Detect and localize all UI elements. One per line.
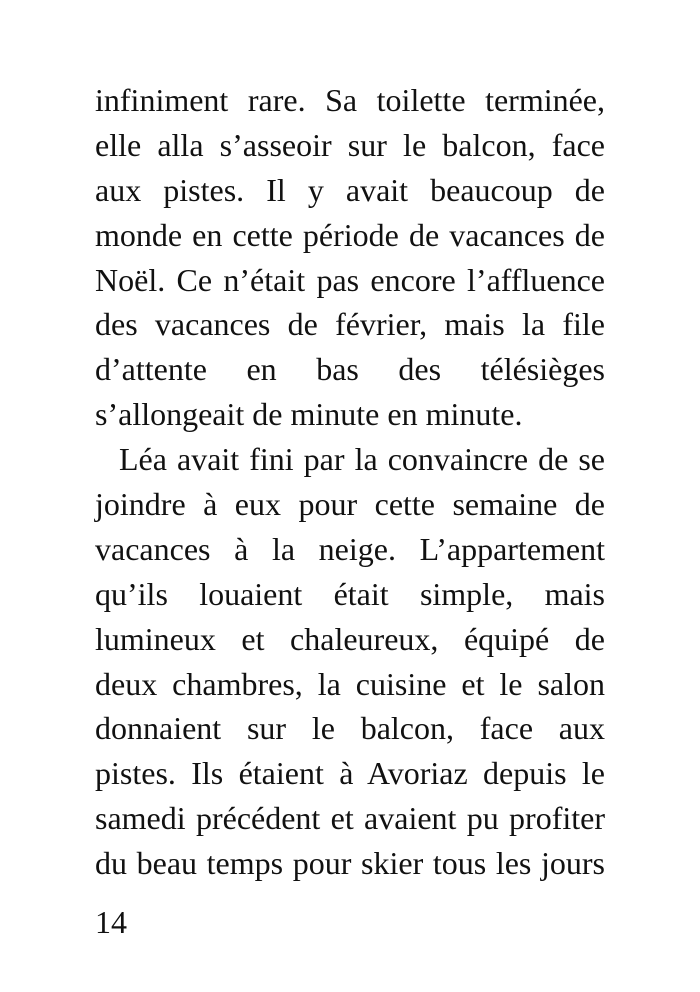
body-text: [95, 78, 605, 886]
text-line: d’attente en bas des télésièges: [95, 351, 605, 388]
text-line: joindre à eux pour cette semaine de: [95, 486, 605, 523]
text-line: qu’ils louaient était simple, mais: [95, 575, 605, 612]
text-line: Léa avait fini par la convaincre de se: [119, 441, 605, 478]
text-line: infiniment rare. Sa toilette terminée,: [95, 82, 605, 118]
text-line: des vacances de février, mais la file: [95, 306, 605, 343]
text-line: donnaient sur le balcon, face aux: [95, 710, 605, 747]
text-line: samedi précédent et avaient pu profiter: [95, 800, 605, 837]
text-line: monde en cette période de vacances de: [95, 216, 605, 253]
page-number: 14: [95, 904, 127, 940]
text-line: du beau temps pour skier tous les jours: [95, 845, 605, 882]
text-line: s’allongeait de minute en minute.: [95, 396, 523, 433]
text-line: Noël. Ce n’était pas encore l’affluence: [95, 261, 605, 298]
text-line: pistes. Ils étaient à Avoriaz depuis le: [95, 755, 605, 792]
text-line: vacances à la neige. L’appartement: [95, 530, 605, 567]
text-line: lumineux et chaleureux, équipé de: [95, 620, 605, 657]
text-line: aux pistes. Il y avait beaucoup de: [95, 171, 605, 208]
text-line: deux chambres, la cuisine et le salon: [95, 665, 605, 702]
text-line: elle alla s’asseoir sur le balcon, face: [95, 126, 605, 163]
